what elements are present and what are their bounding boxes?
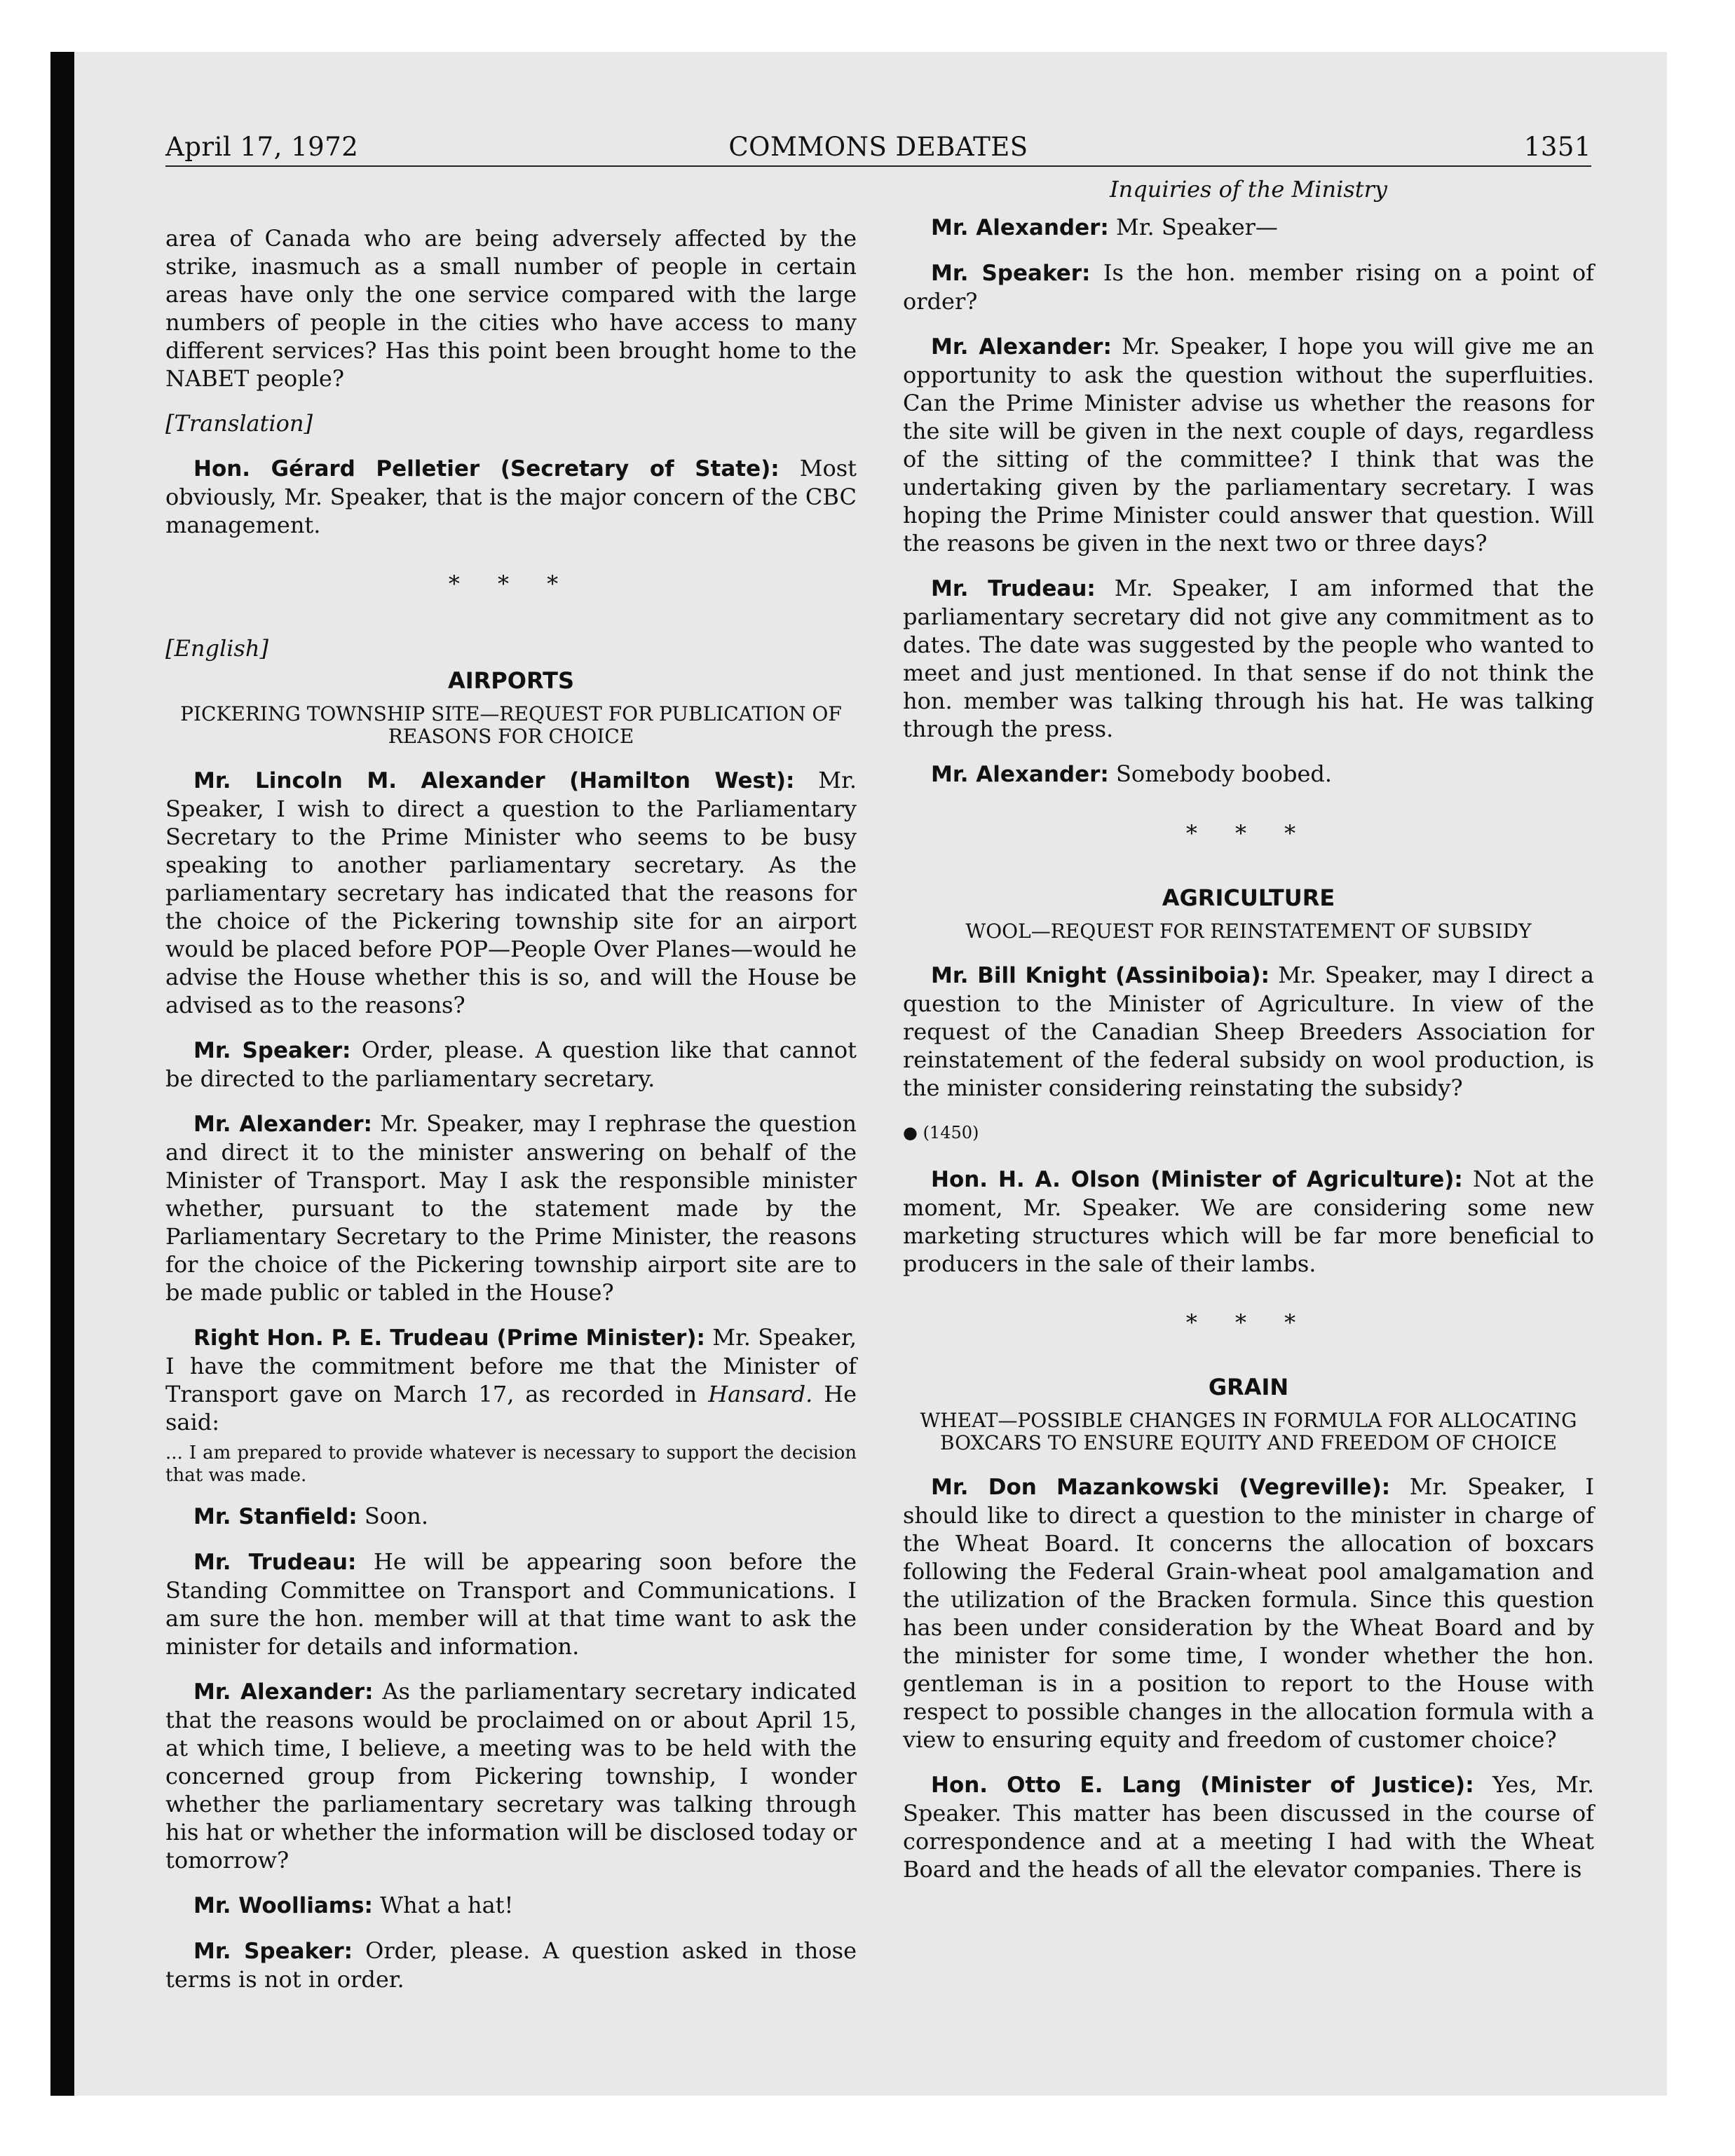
speech-alexander-3 bbox=[165, 1677, 857, 1874]
speaker-name: Mr. Lincoln M. Alexander (Hamilton West): bbox=[193, 768, 795, 793]
speech-alexander-4 bbox=[903, 213, 1594, 242]
page-header bbox=[165, 129, 1591, 167]
speaker-name: Mr. Speaker: bbox=[193, 1038, 351, 1063]
speech-text: Mr. Speaker, I wish to direct a question to the Parliamentary Secretary to the Prime Minister who seems to be busy speaking to another parliamentary secretary. As the parliamentary secretary has indicated that the reasons for the choice of the Pickering township site for an airport would be placed before POP—People Over Planes—would he advise the House whether this is so, and will the House be advised as to the reasons? bbox=[165, 767, 857, 1018]
hansard-reference: Hansard. bbox=[708, 1381, 813, 1407]
speech-text: Order, please. A question asked in those terms is not in order. bbox=[165, 1937, 857, 1993]
binding-edge bbox=[50, 52, 74, 2096]
speaker-name: Right Hon. P. E. Trudeau (Prime Minister): bbox=[193, 1325, 705, 1351]
left-column bbox=[165, 224, 857, 2010]
speech-stanfield bbox=[165, 1502, 857, 1531]
time-marker: ● (1450) bbox=[903, 1123, 979, 1142]
header-page-number: 1351 bbox=[1523, 132, 1591, 162]
speech-text: Mr. Speaker— bbox=[1115, 214, 1278, 240]
translation-marker: [Translation] bbox=[165, 410, 313, 437]
subheading-pickering: PICKERING TOWNSHIP SITE—REQUEST FOR PUBLICATION OF REASONS FOR CHOICE bbox=[180, 702, 842, 748]
speaker-name: Mr. Speaker: bbox=[931, 261, 1091, 286]
speech-text: Order, please. A question like that cannot be directed to the parliamentary secretary. bbox=[165, 1037, 857, 1092]
subheading-wool: WOOL—REQUEST FOR REINSTATEMENT OF SUBSIDY bbox=[965, 920, 1532, 943]
speech-text: Most obviously, Mr. Speaker, that is the major concern of the CBC management. bbox=[165, 455, 857, 538]
speaker-name: Mr. Alexander: bbox=[193, 1112, 372, 1137]
right-column bbox=[903, 175, 1594, 1900]
speech-text: Yes, Mr. Speaker. This matter has been discussed in the course of correspondence and at a meeting I had with the Wheat Board and the heads of all the elevator companies. There is bbox=[903, 1771, 1594, 1883]
paragraph-continuation: area of Canada who are being adversely affected by the strike, inasmuch as a small number of people in certain areas have only the one service compared with the large numbers of people in the cities who have access to many different services? Has this point been brought home to the NABET people? bbox=[165, 225, 857, 392]
subheading-wheat: WHEAT—POSSIBLE CHANGES IN FORMULA FOR ALLOCATING BOXCARS TO ENSURE EQUITY AND FREEDOM OF CHOICE bbox=[920, 1409, 1577, 1454]
speaker-name: Hon. Otto E. Lang (Minister of Justice): bbox=[931, 1773, 1474, 1798]
speaker-name: Mr. Alexander: bbox=[931, 762, 1109, 787]
speech-woolliams bbox=[165, 1891, 857, 1920]
speech-text: As the parliamentary secretary indicated that the reasons would be proclaimed on or about April 15, at which time, I believe, a meeting was to be held with the concerned group from Pickering township, I wonder whether the parliamentary secretary was talking through his hat or whether the information will be disclosed today or tomorrow? bbox=[165, 1678, 857, 1874]
speech-trudeau-2 bbox=[165, 1548, 857, 1660]
speech-mazankowski bbox=[903, 1473, 1594, 1754]
speech-text: What a hat! bbox=[380, 1892, 514, 1918]
speech-text: Mr. Speaker, I hope you will give me an opportunity to ask the question without the superfluities. Can the Prime Minister advise us whether the reasons for the site will be given in the next couple of days, regardless of the sitting of the committee? I think that was the undertaking given by the parliamentary secretary. I was hoping the Prime Minister could answer that question. Will the reasons be given in the next two or three days? bbox=[903, 333, 1595, 557]
speech-text: Soon. bbox=[364, 1503, 429, 1529]
speech-pelletier bbox=[165, 454, 857, 539]
speaker-name: Mr. Woolliams: bbox=[193, 1893, 373, 1918]
speech-speaker-3 bbox=[903, 259, 1594, 315]
subject-heading-grain: GRAIN bbox=[1208, 1374, 1289, 1400]
speech-knight bbox=[903, 961, 1594, 1102]
subject-heading-agriculture: AGRICULTURE bbox=[1162, 885, 1335, 911]
speech-alexander-1 bbox=[165, 766, 857, 1019]
speaker-name: Mr. Trudeau: bbox=[193, 1550, 357, 1575]
speech-text: He will be appearing soon before the Standing Committee on Transport and Communications. I am sure the hon. member will at that time want to ask the minister for details and information. bbox=[165, 1548, 857, 1660]
speech-text: Mr. Speaker, may I direct a question to the Minister of Agriculture. In view of the request of the Canadian Sheep Breeders Association for reinstatement of the federal subsidy on wool production, is the minister considering reinstating the subsidy? bbox=[903, 962, 1594, 1101]
speech-alexander-2 bbox=[165, 1110, 857, 1306]
header-date: April 17, 1972 bbox=[165, 132, 359, 162]
speaker-name: Mr. Speaker: bbox=[193, 1939, 353, 1964]
speaker-name: Mr. Stanfield: bbox=[193, 1504, 358, 1529]
speech-text: Not at the moment, Mr. Speaker. We are considering some new marketing structures which will be far more beneficial to producers in the sale of their lambs. bbox=[903, 1166, 1595, 1277]
speech-alexander-5 bbox=[903, 332, 1594, 557]
speech-text: Mr. Speaker, I am informed that the parliamentary secretary did not give any commitment as to dates. The date was suggested by the people who wanted to meet and just mentioned. In that sense if do not think the hon. member was talking through his hat. He was talking through the press. bbox=[903, 575, 1594, 742]
speech-text: Mr. Speaker, I have the commitment before me that the Minister of Transport gave on March 17, as recorded in bbox=[165, 1324, 857, 1407]
speech-trudeau-3 bbox=[903, 574, 1594, 743]
speech-trudeau-1 bbox=[165, 1323, 857, 1436]
speech-speaker-1 bbox=[165, 1036, 857, 1093]
speech-text: Is the hon. member rising on a point of order? bbox=[903, 259, 1595, 315]
speech-alexander-6 bbox=[903, 760, 1594, 789]
speaker-name: Hon. H. A. Olson (Minister of Agriculture): bbox=[931, 1167, 1463, 1192]
section-divider: * * * bbox=[1185, 820, 1312, 847]
header-title: COMMONS DEBATES bbox=[728, 132, 1028, 162]
section-divider: * * * bbox=[1185, 1309, 1312, 1336]
speaker-name: Mr. Trudeau: bbox=[931, 576, 1096, 601]
speaker-name: Mr. Don Mazankowski (Vegreville): bbox=[931, 1475, 1391, 1500]
speech-speaker-2 bbox=[165, 1937, 857, 1993]
speaker-name: Mr. Bill Knight (Assiniboia): bbox=[931, 963, 1270, 988]
block-quote: ... I am prepared to provide whatever is necessary to support the decision that was made. bbox=[165, 1442, 857, 1486]
speaker-name: Hon. Gérard Pelletier (Secretary of State): bbox=[193, 456, 780, 482]
speech-text: Mr. Speaker, may I rephrase the question and direct it to the minister answering on behalf of the Minister of Transport. May I ask the responsible minister whether, pursuant to the statement made by the Parliamentary Secretary to the Prime Minister, the reasons for the choice of the Pickering township airport site are to be made public or tabled in the House? bbox=[165, 1110, 857, 1306]
speech-lang bbox=[903, 1770, 1594, 1883]
english-marker: [English] bbox=[165, 635, 268, 662]
running-head: Inquiries of the Ministry bbox=[1110, 176, 1387, 203]
subject-heading-airports: AIRPORTS bbox=[447, 667, 575, 694]
speech-text: Mr. Speaker, I should like to direct a question to the minister in charge of the Wheat Board. It concerns the allocation of boxcars following the Federal Grain-wheat pool amalgamation and the utilization of the Bracken formula. Since this question has been under consideration by the Wheat Board and by the minister for some time, I wonder whether the hon. gentleman is in a position to report to the House with respect to possible changes in the allocation formula with a view to ensuring equity and freedom of customer choice? bbox=[903, 1473, 1595, 1753]
speech-text: Somebody boobed. bbox=[1115, 760, 1333, 787]
speaker-name: Mr. Alexander: bbox=[931, 215, 1109, 240]
speaker-name: Mr. Alexander: bbox=[931, 334, 1112, 360]
speaker-name: Mr. Alexander: bbox=[193, 1679, 374, 1705]
section-divider: * * * bbox=[448, 571, 574, 597]
speech-text: He said: bbox=[165, 1381, 857, 1435]
speech-olson bbox=[903, 1165, 1594, 1278]
